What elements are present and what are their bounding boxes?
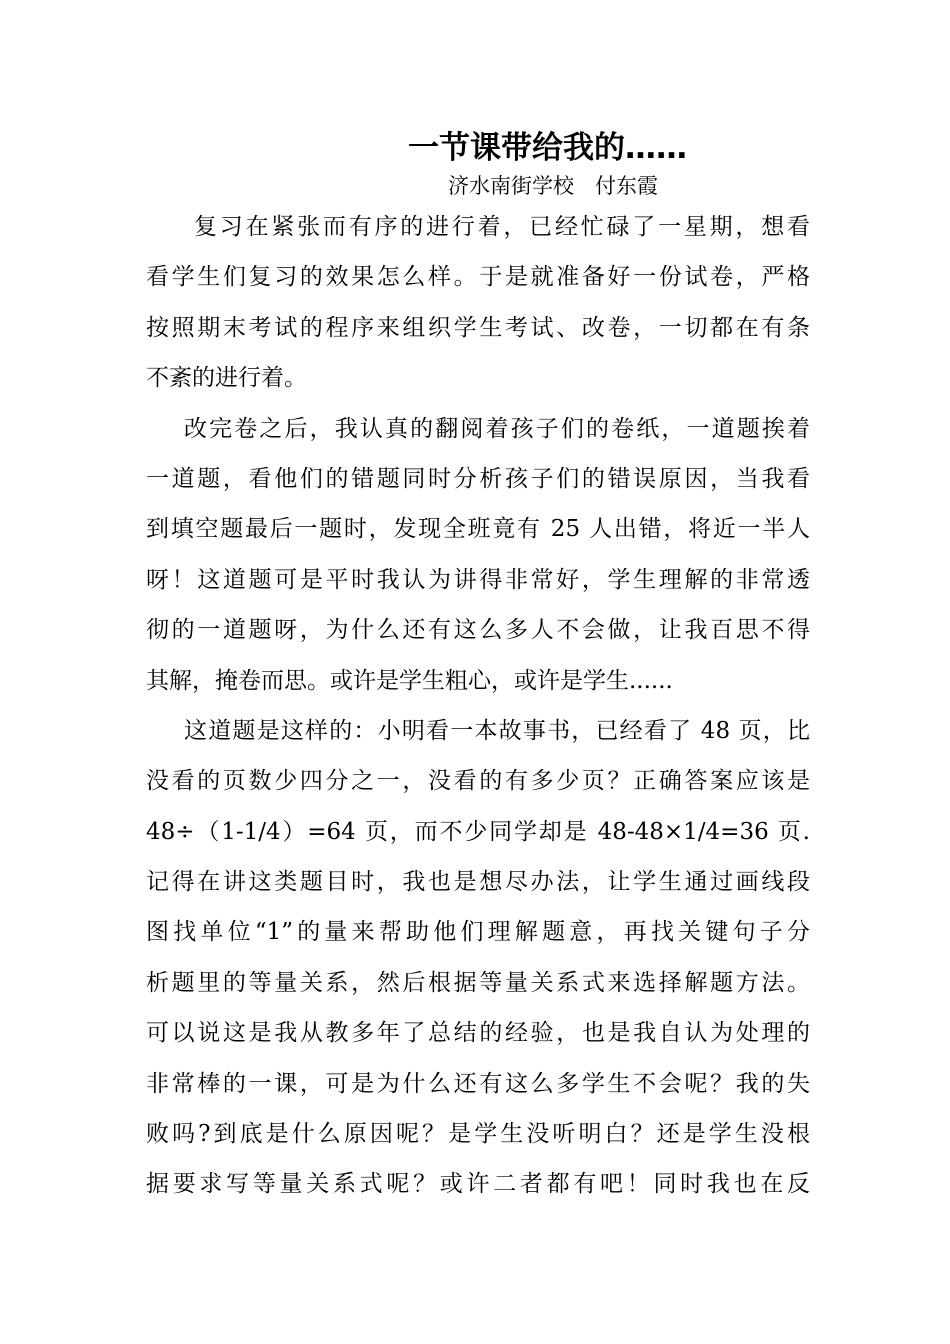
text-line: 可以说这是我从教多年了总结的经验，也是我自认为处理的 <box>146 1020 810 1047</box>
text-line: 改完卷之后，我认真的翻阅着孩子们的卷纸，一道题挨着 <box>184 415 810 442</box>
text-line: 彻的一道题呀，为什么还有这么多人不会做，让我百思不得 <box>146 617 810 644</box>
text-line: 呀！这道题可是平时我认为讲得非常好，学生理解的非常透 <box>146 566 810 593</box>
text-line: 不紊的进行着。 <box>146 365 307 392</box>
text-line: 48÷（1-1/4）=64 页，而不少同学却是 48-48×1/4=36 页. <box>146 818 810 845</box>
text-line: 这道题是这样的：小明看一本故事书，已经看了 48 页，比 <box>184 717 810 744</box>
text-line: 按照期末考试的程序来组织学生考试、改卷，一切都在有条 <box>146 314 810 341</box>
text-line: 败吗?到底是什么原因呢？是学生没听明白？还是学生没根 <box>146 1121 810 1148</box>
text-line: 看学生们复习的效果怎么样。于是就准备好一份试卷，严格 <box>146 264 810 291</box>
text-line: 据要求写等量关系式呢？或许二者都有吧！同时我也在反 <box>146 1171 810 1198</box>
paragraph-3 <box>146 706 810 1210</box>
text-line: 图找单位“1”的量来帮助他们理解题意，再找关键句子分 <box>146 919 810 946</box>
author-byline: 济水南街学校 付东霞 <box>448 174 658 198</box>
text-line: 没看的页数少四分之一，没看的有多少页？正确答案应该是 <box>146 768 810 795</box>
article-body <box>146 202 810 1210</box>
paragraph-1 <box>146 202 810 404</box>
text-line: 到填空题最后一题时，发现全班竟有 25 人出错，将近一半人 <box>146 516 810 543</box>
text-line: 一道题，看他们的错题同时分析孩子们的错误原因，当我看 <box>146 465 810 492</box>
text-line: 非常棒的一课，可是为什么还有这么多学生不会呢？我的失 <box>146 1070 810 1097</box>
text-line: 析题里的等量关系，然后根据等量关系式来选择解题方法。 <box>146 969 810 996</box>
paragraph-2 <box>146 404 810 706</box>
text-line: 其解，掩卷而思。或许是学生粗心，或许是学生...... <box>146 667 673 694</box>
text-line: 复习在紧张而有序的进行着，已经忙碌了一星期，想看 <box>194 214 810 240</box>
text-line: 记得在讲这类题目时，我也是想尽办法，让学生通过画线段 <box>146 869 810 896</box>
page-title: 一节课带给我的…… <box>408 130 687 166</box>
